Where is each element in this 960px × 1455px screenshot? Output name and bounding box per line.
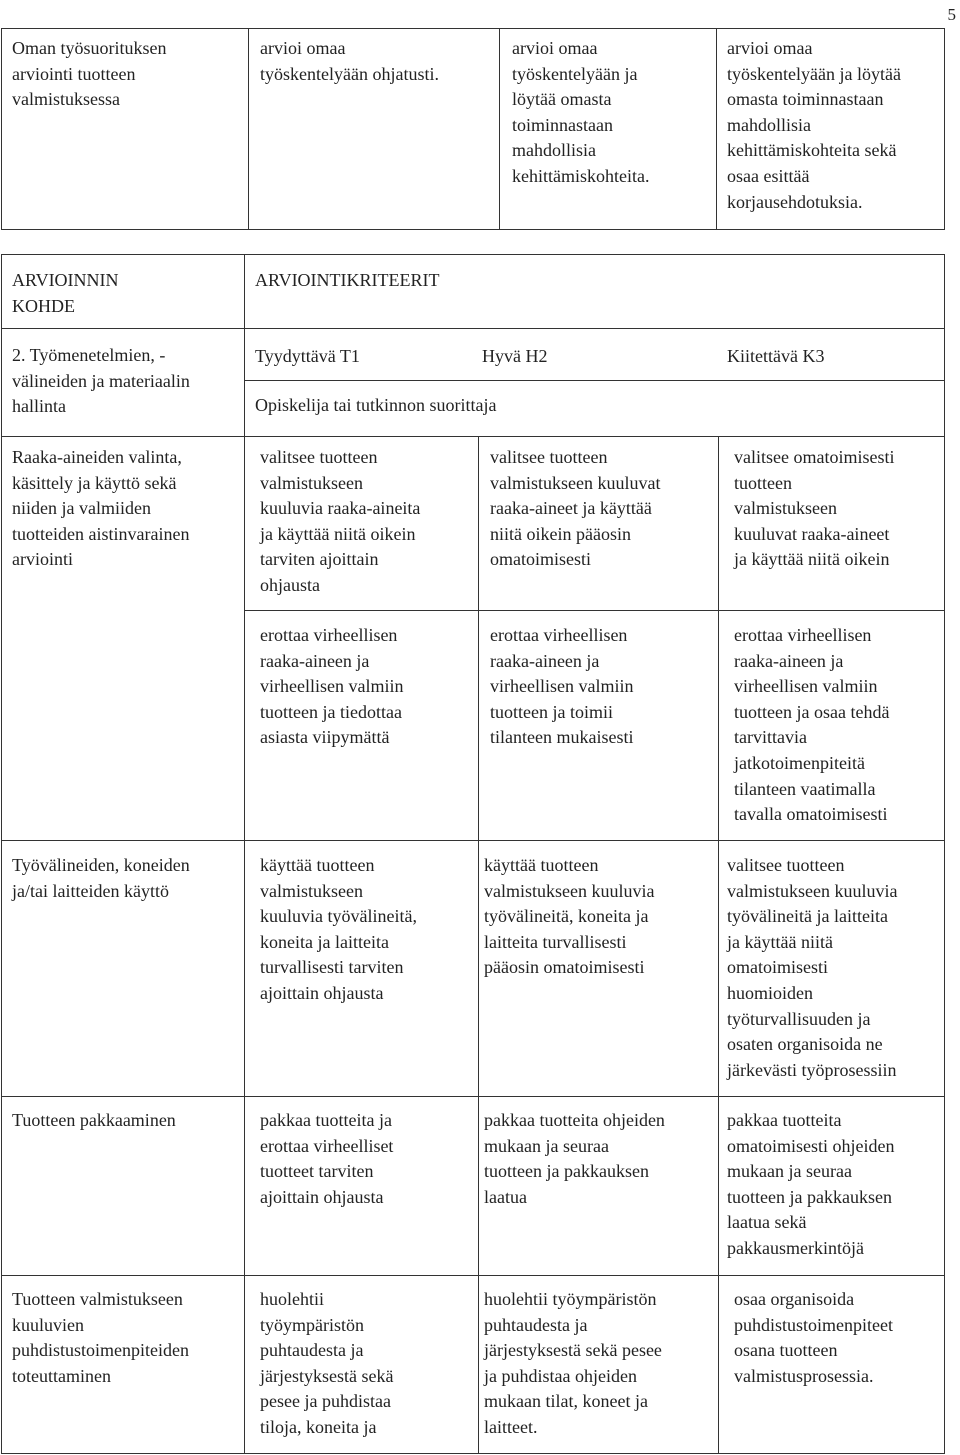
top-row-k3: arvioi omaa työskentelyään ja löytää omasta toiminnastaan mahdollisia kehittämiskohteita sekä osaa esittää korjausehdotuksia. xyxy=(727,38,901,212)
row-h2: valitsee tuotteen valmistukseen kuuluvat raaka-aineet ja käyttää niitä oikein pääosin omatoimisesti xyxy=(490,447,661,570)
row-k3: osaa organisoida puhdistustoimenpiteet osana tuotteen valmistusprosessia. xyxy=(734,1289,893,1386)
section-title: 2. Työmenetelmien, - välineiden ja materiaalin hallinta xyxy=(12,345,190,417)
table-divider xyxy=(1,1096,945,1097)
table-divider xyxy=(1,328,945,329)
subject-label: Opiskelija tai tutkinnon suorittaja xyxy=(255,395,497,415)
page-number: 5 xyxy=(947,5,956,24)
grade-h2-header: Hyvä H2 xyxy=(482,346,548,366)
row-h2: erottaa virheellisen raaka-aineen ja virheellisen valmiin tuotteen ja toimii tilanteen mukaisesti xyxy=(490,625,634,748)
row-h2: käyttää tuotteen valmistukseen kuuluvia työvälineitä, koneita ja laitteita turvallisesti pääosin omatoimisesti xyxy=(484,855,655,978)
row-k3: erottaa virheellisen raaka-aineen ja virheellisen valmiin tuotteen ja osaa tehdä tarvittavia jatkotoimenpiteitä tilanteen vaatimalla tavalla omatoimisesti xyxy=(734,625,890,825)
row-k3: valitsee omatoimisesti tuotteen valmistukseen kuuluvat raaka-aineet ja käyttää niitä oikein xyxy=(734,447,895,570)
row-h2: huolehtii työympäristön puhtaudesta ja järjestyksestä sekä pesee ja puhdistaa ohjeiden mukaan tilat, koneet ja laitteet. xyxy=(484,1289,662,1437)
row-t1: erottaa virheellisen raaka-aineen ja virheellisen valmiin tuotteen ja tiedottaa asiasta viipymättä xyxy=(260,625,404,748)
table-divider xyxy=(499,28,500,230)
row-k3: pakkaa tuotteita omatoimisesti ohjeiden mukaan ja seuraa tuotteen ja pakkauksen laatua sekä pakkausmerkintöjä xyxy=(727,1110,895,1258)
row-k3: valitsee tuotteen valmistukseen kuuluvia työvälineitä ja laitteita ja käyttää niitä omatoimisesti huomioiden työturvallisuuden ja osaten organisoida ne järkevästi työprosessiin xyxy=(727,855,898,1080)
row-target: Työvälineiden, koneiden ja/tai laitteiden käyttö xyxy=(12,855,190,901)
table-divider xyxy=(478,436,479,1454)
row-t1: valitsee tuotteen valmistukseen kuuluvia raaka-aineita ja käyttää niitä oikein tarviten ajoittain ohjausta xyxy=(260,447,421,595)
row-t1: huolehtii työympäristön puhtaudesta ja järjestyksestä sekä pesee ja puhdistaa tiloja, koneita ja xyxy=(260,1289,394,1437)
table-divider xyxy=(244,254,245,1454)
target-header: ARVIOINNIN KOHDE xyxy=(12,270,119,316)
top-row-t1: arvioi omaa työskentelyään ohjatusti. xyxy=(260,38,439,84)
row-h2: pakkaa tuotteita ohjeiden mukaan ja seuraa tuotteen ja pakkauksen laatua xyxy=(484,1110,665,1207)
table-divider xyxy=(1,1275,945,1276)
table-divider xyxy=(244,380,945,381)
row-t1: pakkaa tuotteita ja erottaa virheelliset tuotteet tarviten ajoittain ohjausta xyxy=(260,1110,394,1207)
table-divider xyxy=(244,610,945,611)
top-row-h2: arvioi omaa työskentelyään ja löytää omasta toiminnastaan mahdollisia kehittämiskohteita. xyxy=(512,38,650,186)
table-divider xyxy=(716,28,717,230)
row-t1: käyttää tuotteen valmistukseen kuuluvia työvälineitä, koneita ja laitteita turvallisesti tarviten ajoittain ohjausta xyxy=(260,855,417,1003)
table-divider xyxy=(718,436,719,1454)
grade-t1-header: Tyydyttävä T1 xyxy=(255,346,360,366)
table-divider xyxy=(1,840,945,841)
table-divider xyxy=(248,28,249,230)
row-target: Tuotteen pakkaaminen xyxy=(12,1110,176,1130)
table-divider xyxy=(1,436,945,437)
row-target: Tuotteen valmistukseen kuuluvien puhdistustoimenpiteiden toteuttaminen xyxy=(12,1289,189,1386)
row-target: Raaka-aineiden valinta, käsittely ja käyttö sekä niiden ja valmiiden tuotteiden aistinvarainen arviointi xyxy=(12,447,190,570)
grade-k3-header: Kiitettävä K3 xyxy=(727,346,825,366)
top-row-label: Oman työsuorituksen arviointi tuotteen valmistuksessa xyxy=(12,38,167,110)
criteria-header: ARVIOINTIKRITEERIT xyxy=(255,270,440,290)
